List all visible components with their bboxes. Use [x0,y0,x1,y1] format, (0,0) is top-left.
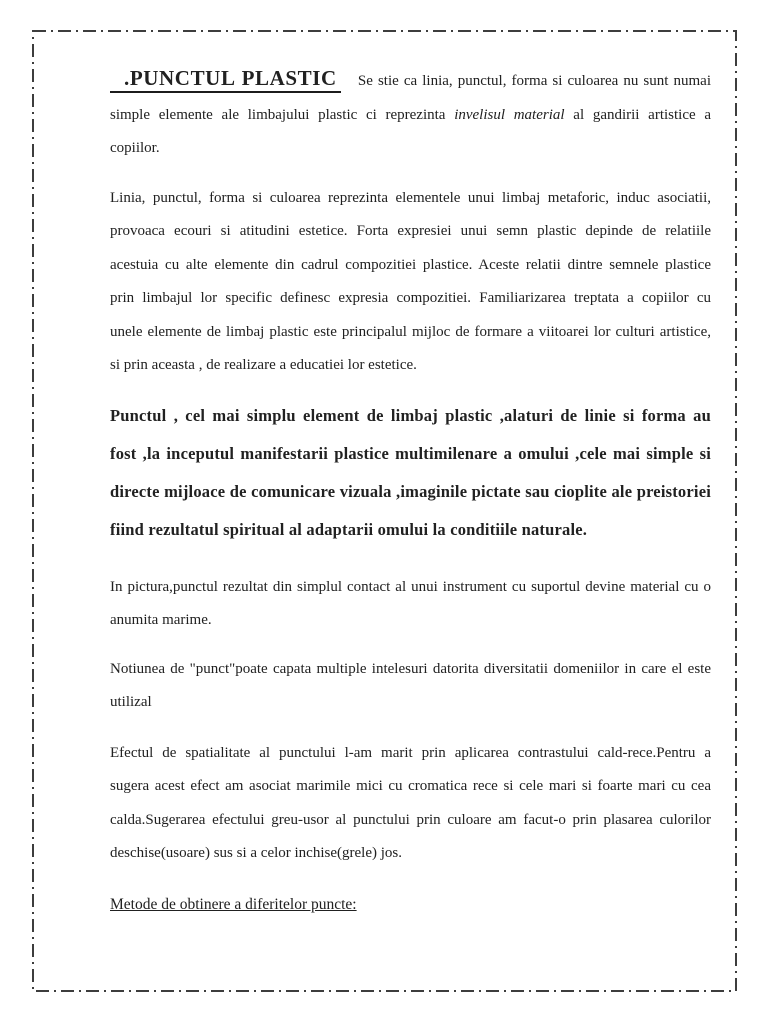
italic-phrase: invelisul material [454,106,565,123]
text-line [110,888,711,921]
text-line [110,182,711,216]
text-segment: simple elemente ale limbajului plastic ci reprezinta [110,106,446,123]
text-line [110,737,711,771]
document-title: .PUNCTUL PLASTIC [110,66,341,93]
text-segment: deschise(usoare) sus si a celor inchise(grele) jos. [110,845,402,861]
text-line [110,473,711,511]
text-line [110,132,711,166]
text-line [110,99,711,133]
paragraph-notiunea-punct [110,653,711,720]
text-line [110,349,711,383]
paragraph-metode-heading [110,888,711,921]
text-line [110,604,711,638]
text-segment: sugera acest efect am asociat marimile mici cu cromatica rece si cele mari si foarte mari cu cea [110,778,711,794]
text-segment: prin limbajul lor specific definesc expresia compozitiei. Familiarizarea treptata a copiilor cu [110,290,711,306]
text-segment: calda.Sugerarea efectului greu-usor al punctului prin culoare am facut-o prin plasarea culorilor [110,811,711,828]
paragraph-punctul-element [110,397,711,549]
text-segment: utilizal [110,694,152,710]
text-line [110,282,711,316]
text-segment: si prin aceasta , de realizare a educatiei lor estetice. [110,357,417,373]
text-segment: fiind rezultatul spiritual al adaptarii omului la conditiile naturale. [110,519,588,539]
paragraph-limbaj-metaforic [110,182,711,383]
text-line [110,571,711,605]
text-line [110,215,711,249]
text-segment: provoaca ecouri si atitudini estetice. Forta expresiei unui semn plastic depinde de relatiile [110,223,711,239]
text-line [110,62,711,99]
text-segment: anumita marime. [110,612,212,628]
text-line [110,435,711,473]
text-line [110,837,711,871]
text-line [110,770,711,804]
text-segment: fost ,la inceputul manifestarii plastice multimilenare a omului ,cele mai simple si [110,443,711,463]
text-segment: In pictura,punctul rezultat din simplul contact al unui instrument cu suportul devine material cu o [110,578,711,595]
text-segment: unele elemente de limbaj plastic este principalul mijloc de formare a viitoarei lor culturi artistice, [110,323,711,340]
text-line [110,804,711,838]
text-line [110,653,711,687]
text-segment: Punctul , cel mai simplu element de limbaj plastic ,alaturi de linie si forma au [110,405,711,425]
text-line [110,511,711,549]
paragraph-efectul-spatialitate [110,737,711,871]
text-segment: copiilor. [110,140,160,156]
text-segment: Se stie ca linia, punctul, forma si culoarea nu sunt numai [357,73,712,89]
page-content [110,62,711,921]
section-heading: Metode de obtinere a diferitelor puncte: [110,895,357,913]
text-line [110,686,711,720]
text-line [110,249,711,283]
text-segment: Linia, punctul, forma si culoarea reprezinta elementele unui limbaj metaforic, induc asociatii, [110,189,711,206]
paragraph-intro [110,62,711,166]
text-segment: acestuia cu alte elemente din cadrul compozitiei plastice. Aceste relatii dintre semnele plastice [110,256,711,273]
text-segment: Efectul de spatialitate al punctului l-am marit prin aplicarea contrastului cald-rece.Pentru a [110,744,711,761]
text-line [110,316,711,350]
text-line [110,397,711,435]
text-segment: directe mijloace de comunicare vizuala ,imaginile pictate sau cioplite ale preistoriei [110,481,711,501]
text-segment: Notiunea de "punct"poate capata multiple intelesuri datorita diversitatii domeniilor in care el este [110,660,711,677]
text-segment: al gandirii artistice a [573,106,712,123]
paragraph-in-pictura [110,571,711,638]
